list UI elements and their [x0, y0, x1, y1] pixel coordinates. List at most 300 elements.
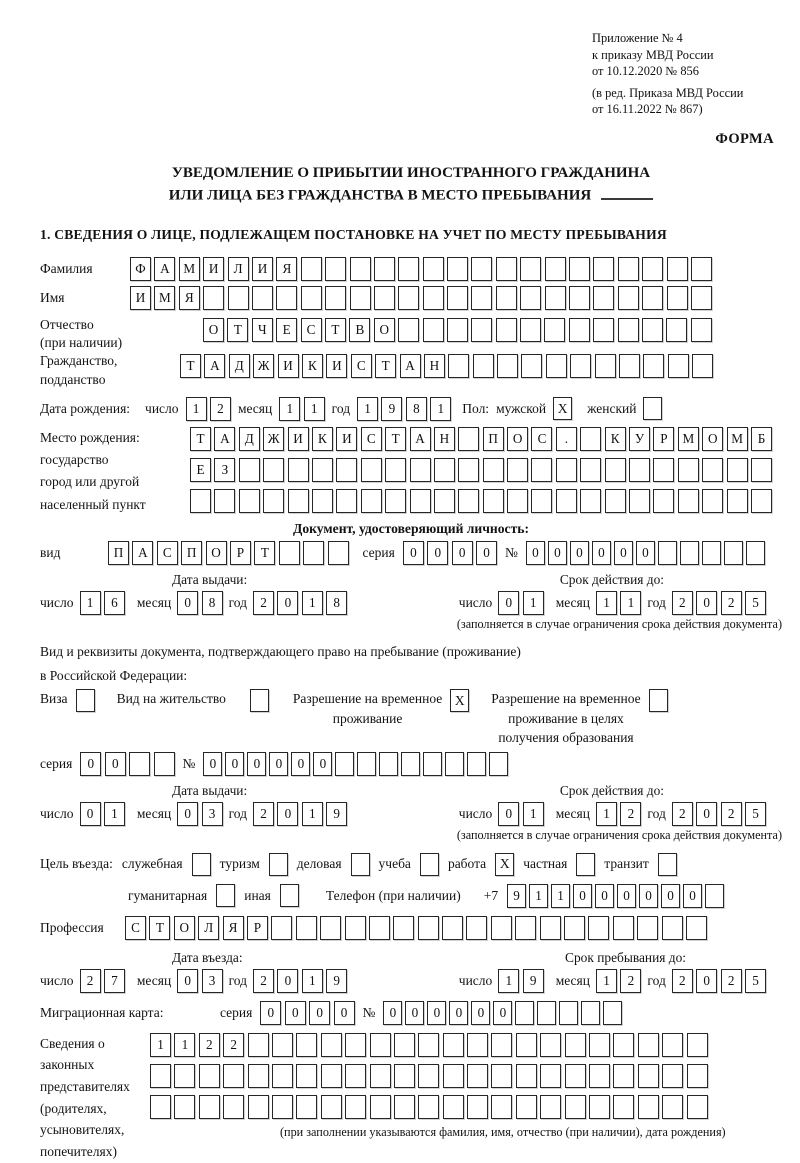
char-cell[interactable]: 0 — [427, 541, 448, 565]
char-cell[interactable] — [418, 1095, 439, 1119]
char-cell[interactable]: 1 — [304, 397, 325, 421]
char-cell[interactable]: 1 — [302, 969, 323, 993]
char-cell[interactable] — [540, 1033, 561, 1057]
char-cell[interactable] — [702, 489, 723, 513]
char-cell[interactable]: Е — [190, 458, 211, 482]
char-cell[interactable] — [385, 489, 406, 513]
char-cell[interactable] — [345, 1033, 366, 1057]
char-cell[interactable]: 0 — [309, 1001, 330, 1025]
char-cell[interactable] — [401, 752, 420, 776]
char-cell[interactable] — [336, 458, 357, 482]
char-cell[interactable]: 1 — [302, 591, 323, 615]
char-cell[interactable] — [374, 286, 395, 310]
char-cell[interactable]: Б — [751, 427, 772, 451]
char-cell[interactable] — [545, 257, 566, 281]
char-cell[interactable] — [379, 752, 398, 776]
char-cell[interactable] — [150, 1064, 171, 1088]
char-cell[interactable]: Я — [223, 916, 244, 940]
char-cell[interactable] — [559, 1001, 578, 1025]
char-cell[interactable] — [589, 1095, 610, 1119]
char-cell[interactable] — [398, 318, 419, 342]
char-cell[interactable] — [279, 541, 300, 565]
char-cell[interactable] — [629, 489, 650, 513]
char-cell[interactable] — [174, 1064, 195, 1088]
char-cell[interactable] — [418, 1064, 439, 1088]
char-cell[interactable] — [691, 318, 712, 342]
char-cell[interactable] — [374, 257, 395, 281]
char-cell[interactable] — [357, 752, 376, 776]
char-cell[interactable]: И — [252, 257, 273, 281]
char-cell[interactable] — [471, 257, 492, 281]
char-cell[interactable]: Т — [227, 318, 248, 342]
char-cell[interactable] — [613, 1095, 634, 1119]
char-cell[interactable] — [288, 458, 309, 482]
purpose-work-checkbox[interactable]: X — [495, 853, 514, 876]
char-cell[interactable]: 1 — [80, 591, 101, 615]
char-cell[interactable]: И — [336, 427, 357, 451]
char-cell[interactable] — [394, 1033, 415, 1057]
char-cell[interactable]: М — [678, 427, 699, 451]
char-cell[interactable] — [491, 1064, 512, 1088]
char-cell[interactable]: 0 — [595, 884, 614, 908]
char-cell[interactable] — [350, 257, 371, 281]
char-cell[interactable]: К — [302, 354, 323, 378]
char-cell[interactable]: 0 — [661, 884, 680, 908]
char-cell[interactable] — [642, 257, 663, 281]
char-cell[interactable] — [521, 354, 542, 378]
char-cell[interactable] — [471, 318, 492, 342]
char-cell[interactable] — [489, 752, 508, 776]
char-cell[interactable]: 1 — [430, 397, 451, 421]
char-cell[interactable]: А — [214, 427, 235, 451]
char-cell[interactable]: С — [301, 318, 322, 342]
char-cell[interactable] — [564, 916, 585, 940]
char-cell[interactable] — [662, 916, 683, 940]
char-cell[interactable]: Д — [229, 354, 250, 378]
char-cell[interactable] — [174, 1095, 195, 1119]
char-cell[interactable] — [394, 1095, 415, 1119]
char-cell[interactable] — [361, 458, 382, 482]
char-cell[interactable]: Т — [180, 354, 201, 378]
char-cell[interactable] — [345, 1095, 366, 1119]
char-cell[interactable] — [507, 458, 528, 482]
char-cell[interactable] — [678, 458, 699, 482]
char-cell[interactable] — [443, 1064, 464, 1088]
char-cell[interactable]: О — [206, 541, 227, 565]
char-cell[interactable] — [423, 318, 444, 342]
char-cell[interactable]: 1 — [523, 802, 544, 826]
char-cell[interactable] — [442, 916, 463, 940]
char-cell[interactable]: 3 — [202, 802, 223, 826]
char-cell[interactable]: О — [507, 427, 528, 451]
char-cell[interactable]: Л — [198, 916, 219, 940]
char-cell[interactable]: 8 — [406, 397, 427, 421]
char-cell[interactable]: 0 — [403, 541, 424, 565]
char-cell[interactable] — [629, 458, 650, 482]
char-cell[interactable]: О — [203, 318, 224, 342]
char-cell[interactable]: 1 — [596, 591, 617, 615]
char-cell[interactable] — [613, 1064, 634, 1088]
char-cell[interactable] — [516, 1095, 537, 1119]
char-cell[interactable] — [296, 1033, 317, 1057]
char-cell[interactable] — [129, 752, 150, 776]
char-cell[interactable]: К — [605, 427, 626, 451]
char-cell[interactable] — [727, 458, 748, 482]
char-cell[interactable] — [638, 1064, 659, 1088]
char-cell[interactable] — [410, 489, 431, 513]
char-cell[interactable]: Я — [179, 286, 200, 310]
char-cell[interactable]: С — [361, 427, 382, 451]
char-cell[interactable] — [680, 541, 699, 565]
char-cell[interactable]: М — [727, 427, 748, 451]
char-cell[interactable]: Т — [385, 427, 406, 451]
char-cell[interactable] — [618, 318, 639, 342]
char-cell[interactable] — [467, 1064, 488, 1088]
char-cell[interactable] — [228, 286, 249, 310]
char-cell[interactable]: 2 — [199, 1033, 220, 1057]
char-cell[interactable] — [595, 354, 616, 378]
char-cell[interactable]: 0 — [277, 802, 298, 826]
female-checkbox[interactable] — [643, 397, 662, 420]
char-cell[interactable] — [691, 257, 712, 281]
char-cell[interactable]: Л — [228, 257, 249, 281]
char-cell[interactable] — [190, 489, 211, 513]
char-cell[interactable] — [662, 1033, 683, 1057]
char-cell[interactable]: Р — [230, 541, 251, 565]
char-cell[interactable] — [418, 916, 439, 940]
char-cell[interactable] — [418, 1033, 439, 1057]
char-cell[interactable] — [321, 1095, 342, 1119]
char-cell[interactable] — [272, 1095, 293, 1119]
char-cell[interactable]: 0 — [498, 591, 519, 615]
char-cell[interactable]: 1 — [498, 969, 519, 993]
char-cell[interactable] — [252, 286, 273, 310]
char-cell[interactable] — [565, 1033, 586, 1057]
char-cell[interactable] — [520, 318, 541, 342]
purpose-official-checkbox[interactable] — [192, 853, 211, 876]
char-cell[interactable] — [569, 257, 590, 281]
char-cell[interactable] — [544, 318, 565, 342]
char-cell[interactable]: Ж — [263, 427, 284, 451]
char-cell[interactable]: 2 — [721, 802, 742, 826]
char-cell[interactable]: Ф — [130, 257, 151, 281]
char-cell[interactable]: 0 — [696, 591, 717, 615]
char-cell[interactable]: К — [312, 427, 333, 451]
char-cell[interactable] — [603, 1001, 622, 1025]
char-cell[interactable] — [239, 458, 260, 482]
char-cell[interactable]: 1 — [302, 802, 323, 826]
purpose-other-checkbox[interactable] — [280, 884, 299, 907]
char-cell[interactable]: М — [154, 286, 175, 310]
char-cell[interactable]: 5 — [745, 802, 766, 826]
char-cell[interactable] — [471, 286, 492, 310]
char-cell[interactable] — [301, 257, 322, 281]
char-cell[interactable] — [642, 318, 663, 342]
char-cell[interactable] — [272, 1033, 293, 1057]
char-cell[interactable] — [724, 541, 743, 565]
char-cell[interactable] — [540, 1064, 561, 1088]
char-cell[interactable] — [751, 489, 772, 513]
char-cell[interactable] — [496, 257, 517, 281]
char-cell[interactable] — [618, 286, 639, 310]
char-cell[interactable] — [312, 458, 333, 482]
char-cell[interactable] — [393, 916, 414, 940]
char-cell[interactable]: И — [278, 354, 299, 378]
temp-residence-education-checkbox[interactable] — [649, 689, 668, 712]
char-cell[interactable]: 2 — [672, 591, 693, 615]
char-cell[interactable] — [271, 916, 292, 940]
char-cell[interactable]: 5 — [745, 969, 766, 993]
char-cell[interactable] — [335, 752, 354, 776]
char-cell[interactable] — [570, 354, 591, 378]
char-cell[interactable] — [150, 1095, 171, 1119]
char-cell[interactable] — [248, 1064, 269, 1088]
char-cell[interactable]: 0 — [277, 591, 298, 615]
char-cell[interactable] — [223, 1064, 244, 1088]
char-cell[interactable]: 0 — [80, 802, 101, 826]
char-cell[interactable] — [496, 286, 517, 310]
char-cell[interactable]: А — [410, 427, 431, 451]
char-cell[interactable]: С — [531, 427, 552, 451]
char-cell[interactable]: 0 — [683, 884, 702, 908]
char-cell[interactable] — [423, 257, 444, 281]
char-cell[interactable]: И — [326, 354, 347, 378]
char-cell[interactable] — [370, 1033, 391, 1057]
char-cell[interactable]: 0 — [405, 1001, 424, 1025]
char-cell[interactable]: 2 — [80, 969, 101, 993]
char-cell[interactable]: 2 — [253, 591, 274, 615]
char-cell[interactable] — [546, 354, 567, 378]
char-cell[interactable] — [580, 489, 601, 513]
char-cell[interactable]: 0 — [269, 752, 288, 776]
purpose-transit-checkbox[interactable] — [658, 853, 677, 876]
char-cell[interactable]: Ж — [253, 354, 274, 378]
char-cell[interactable] — [263, 489, 284, 513]
char-cell[interactable] — [667, 286, 688, 310]
char-cell[interactable] — [556, 489, 577, 513]
char-cell[interactable] — [447, 257, 468, 281]
char-cell[interactable]: У — [629, 427, 650, 451]
char-cell[interactable]: С — [351, 354, 372, 378]
char-cell[interactable]: 0 — [493, 1001, 512, 1025]
char-cell[interactable]: 1 — [104, 802, 125, 826]
char-cell[interactable] — [443, 1033, 464, 1057]
char-cell[interactable]: 0 — [177, 802, 198, 826]
char-cell[interactable]: 8 — [202, 591, 223, 615]
char-cell[interactable]: Т — [149, 916, 170, 940]
char-cell[interactable]: И — [288, 427, 309, 451]
char-cell[interactable]: 2 — [672, 969, 693, 993]
char-cell[interactable] — [248, 1033, 269, 1057]
char-cell[interactable] — [467, 1095, 488, 1119]
char-cell[interactable]: 3 — [202, 969, 223, 993]
char-cell[interactable] — [556, 458, 577, 482]
char-cell[interactable]: 0 — [177, 591, 198, 615]
char-cell[interactable]: А — [400, 354, 421, 378]
char-cell[interactable]: 0 — [617, 884, 636, 908]
char-cell[interactable] — [653, 458, 674, 482]
char-cell[interactable]: С — [125, 916, 146, 940]
char-cell[interactable] — [473, 354, 494, 378]
char-cell[interactable]: 1 — [357, 397, 378, 421]
char-cell[interactable]: И — [203, 257, 224, 281]
char-cell[interactable] — [154, 752, 175, 776]
male-checkbox[interactable]: X — [553, 397, 572, 420]
char-cell[interactable]: 0 — [471, 1001, 490, 1025]
char-cell[interactable] — [434, 489, 455, 513]
char-cell[interactable] — [702, 541, 721, 565]
char-cell[interactable]: З — [214, 458, 235, 482]
char-cell[interactable]: Н — [424, 354, 445, 378]
char-cell[interactable] — [589, 1064, 610, 1088]
char-cell[interactable] — [692, 354, 713, 378]
char-cell[interactable]: 0 — [592, 541, 611, 565]
char-cell[interactable] — [296, 1095, 317, 1119]
char-cell[interactable]: 2 — [672, 802, 693, 826]
char-cell[interactable]: О — [702, 427, 723, 451]
char-cell[interactable]: 0 — [498, 802, 519, 826]
char-cell[interactable]: 1 — [279, 397, 300, 421]
char-cell[interactable] — [588, 916, 609, 940]
char-cell[interactable] — [520, 257, 541, 281]
char-cell[interactable] — [746, 541, 765, 565]
char-cell[interactable] — [370, 1095, 391, 1119]
char-cell[interactable] — [668, 354, 689, 378]
char-cell[interactable]: 9 — [507, 884, 526, 908]
char-cell[interactable]: 5 — [745, 591, 766, 615]
char-cell[interactable] — [678, 489, 699, 513]
char-cell[interactable] — [751, 458, 772, 482]
char-cell[interactable]: 0 — [105, 752, 126, 776]
char-cell[interactable] — [301, 286, 322, 310]
char-cell[interactable] — [593, 318, 614, 342]
char-cell[interactable] — [642, 286, 663, 310]
char-cell[interactable] — [702, 458, 723, 482]
char-cell[interactable] — [336, 489, 357, 513]
char-cell[interactable] — [203, 286, 224, 310]
char-cell[interactable] — [325, 286, 346, 310]
char-cell[interactable] — [458, 489, 479, 513]
char-cell[interactable]: 9 — [381, 397, 402, 421]
char-cell[interactable] — [613, 1033, 634, 1057]
char-cell[interactable]: 0 — [260, 1001, 281, 1025]
char-cell[interactable] — [658, 541, 677, 565]
char-cell[interactable] — [398, 257, 419, 281]
char-cell[interactable]: 0 — [203, 752, 222, 776]
char-cell[interactable] — [565, 1064, 586, 1088]
char-cell[interactable] — [687, 1064, 708, 1088]
char-cell[interactable]: 2 — [223, 1033, 244, 1057]
char-cell[interactable] — [321, 1033, 342, 1057]
char-cell[interactable] — [248, 1095, 269, 1119]
char-cell[interactable]: 0 — [334, 1001, 355, 1025]
char-cell[interactable] — [531, 489, 552, 513]
char-cell[interactable]: Р — [653, 427, 674, 451]
char-cell[interactable]: Я — [276, 257, 297, 281]
char-cell[interactable]: 0 — [313, 752, 332, 776]
char-cell[interactable]: Т — [190, 427, 211, 451]
char-cell[interactable]: 1 — [596, 802, 617, 826]
char-cell[interactable]: П — [181, 541, 202, 565]
char-cell[interactable]: 0 — [285, 1001, 306, 1025]
residence-permit-checkbox[interactable] — [250, 689, 269, 712]
char-cell[interactable] — [618, 257, 639, 281]
char-cell[interactable]: Ч — [252, 318, 273, 342]
char-cell[interactable]: 1 — [150, 1033, 171, 1057]
char-cell[interactable] — [666, 318, 687, 342]
char-cell[interactable]: 2 — [721, 969, 742, 993]
char-cell[interactable]: 2 — [620, 969, 641, 993]
char-cell[interactable]: 0 — [291, 752, 310, 776]
char-cell[interactable]: 1 — [551, 884, 570, 908]
char-cell[interactable] — [447, 318, 468, 342]
char-cell[interactable] — [705, 884, 724, 908]
char-cell[interactable]: 1 — [523, 591, 544, 615]
char-cell[interactable]: 0 — [452, 541, 473, 565]
char-cell[interactable] — [643, 354, 664, 378]
char-cell[interactable] — [613, 916, 634, 940]
char-cell[interactable]: 2 — [210, 397, 231, 421]
char-cell[interactable] — [653, 489, 674, 513]
char-cell[interactable] — [320, 916, 341, 940]
char-cell[interactable] — [423, 286, 444, 310]
char-cell[interactable] — [637, 916, 658, 940]
char-cell[interactable] — [593, 286, 614, 310]
char-cell[interactable]: 9 — [326, 969, 347, 993]
char-cell[interactable]: Н — [434, 427, 455, 451]
char-cell[interactable]: 2 — [253, 802, 274, 826]
char-cell[interactable] — [398, 286, 419, 310]
char-cell[interactable] — [483, 489, 504, 513]
char-cell[interactable]: 0 — [614, 541, 633, 565]
char-cell[interactable]: П — [108, 541, 129, 565]
char-cell[interactable]: 0 — [225, 752, 244, 776]
char-cell[interactable] — [662, 1095, 683, 1119]
purpose-private-checkbox[interactable] — [576, 853, 595, 876]
char-cell[interactable]: 0 — [476, 541, 497, 565]
char-cell[interactable]: 0 — [277, 969, 298, 993]
char-cell[interactable] — [370, 1064, 391, 1088]
char-cell[interactable] — [321, 1064, 342, 1088]
char-cell[interactable]: 0 — [573, 884, 592, 908]
char-cell[interactable] — [214, 489, 235, 513]
char-cell[interactable] — [581, 1001, 600, 1025]
char-cell[interactable] — [447, 286, 468, 310]
char-cell[interactable] — [619, 354, 640, 378]
char-cell[interactable] — [507, 489, 528, 513]
char-cell[interactable] — [325, 257, 346, 281]
char-cell[interactable]: Т — [325, 318, 346, 342]
char-cell[interactable] — [580, 427, 601, 451]
char-cell[interactable] — [369, 916, 390, 940]
char-cell[interactable] — [239, 489, 260, 513]
char-cell[interactable]: 9 — [326, 802, 347, 826]
char-cell[interactable] — [605, 458, 626, 482]
char-cell[interactable]: 0 — [639, 884, 658, 908]
char-cell[interactable]: 7 — [104, 969, 125, 993]
char-cell[interactable] — [466, 916, 487, 940]
char-cell[interactable]: 1 — [596, 969, 617, 993]
char-cell[interactable] — [303, 541, 324, 565]
char-cell[interactable] — [496, 318, 517, 342]
purpose-study-checkbox[interactable] — [420, 853, 439, 876]
char-cell[interactable] — [569, 286, 590, 310]
char-cell[interactable]: 0 — [526, 541, 545, 565]
char-cell[interactable]: . — [556, 427, 577, 451]
char-cell[interactable] — [691, 286, 712, 310]
char-cell[interactable] — [540, 916, 561, 940]
char-cell[interactable] — [667, 257, 688, 281]
